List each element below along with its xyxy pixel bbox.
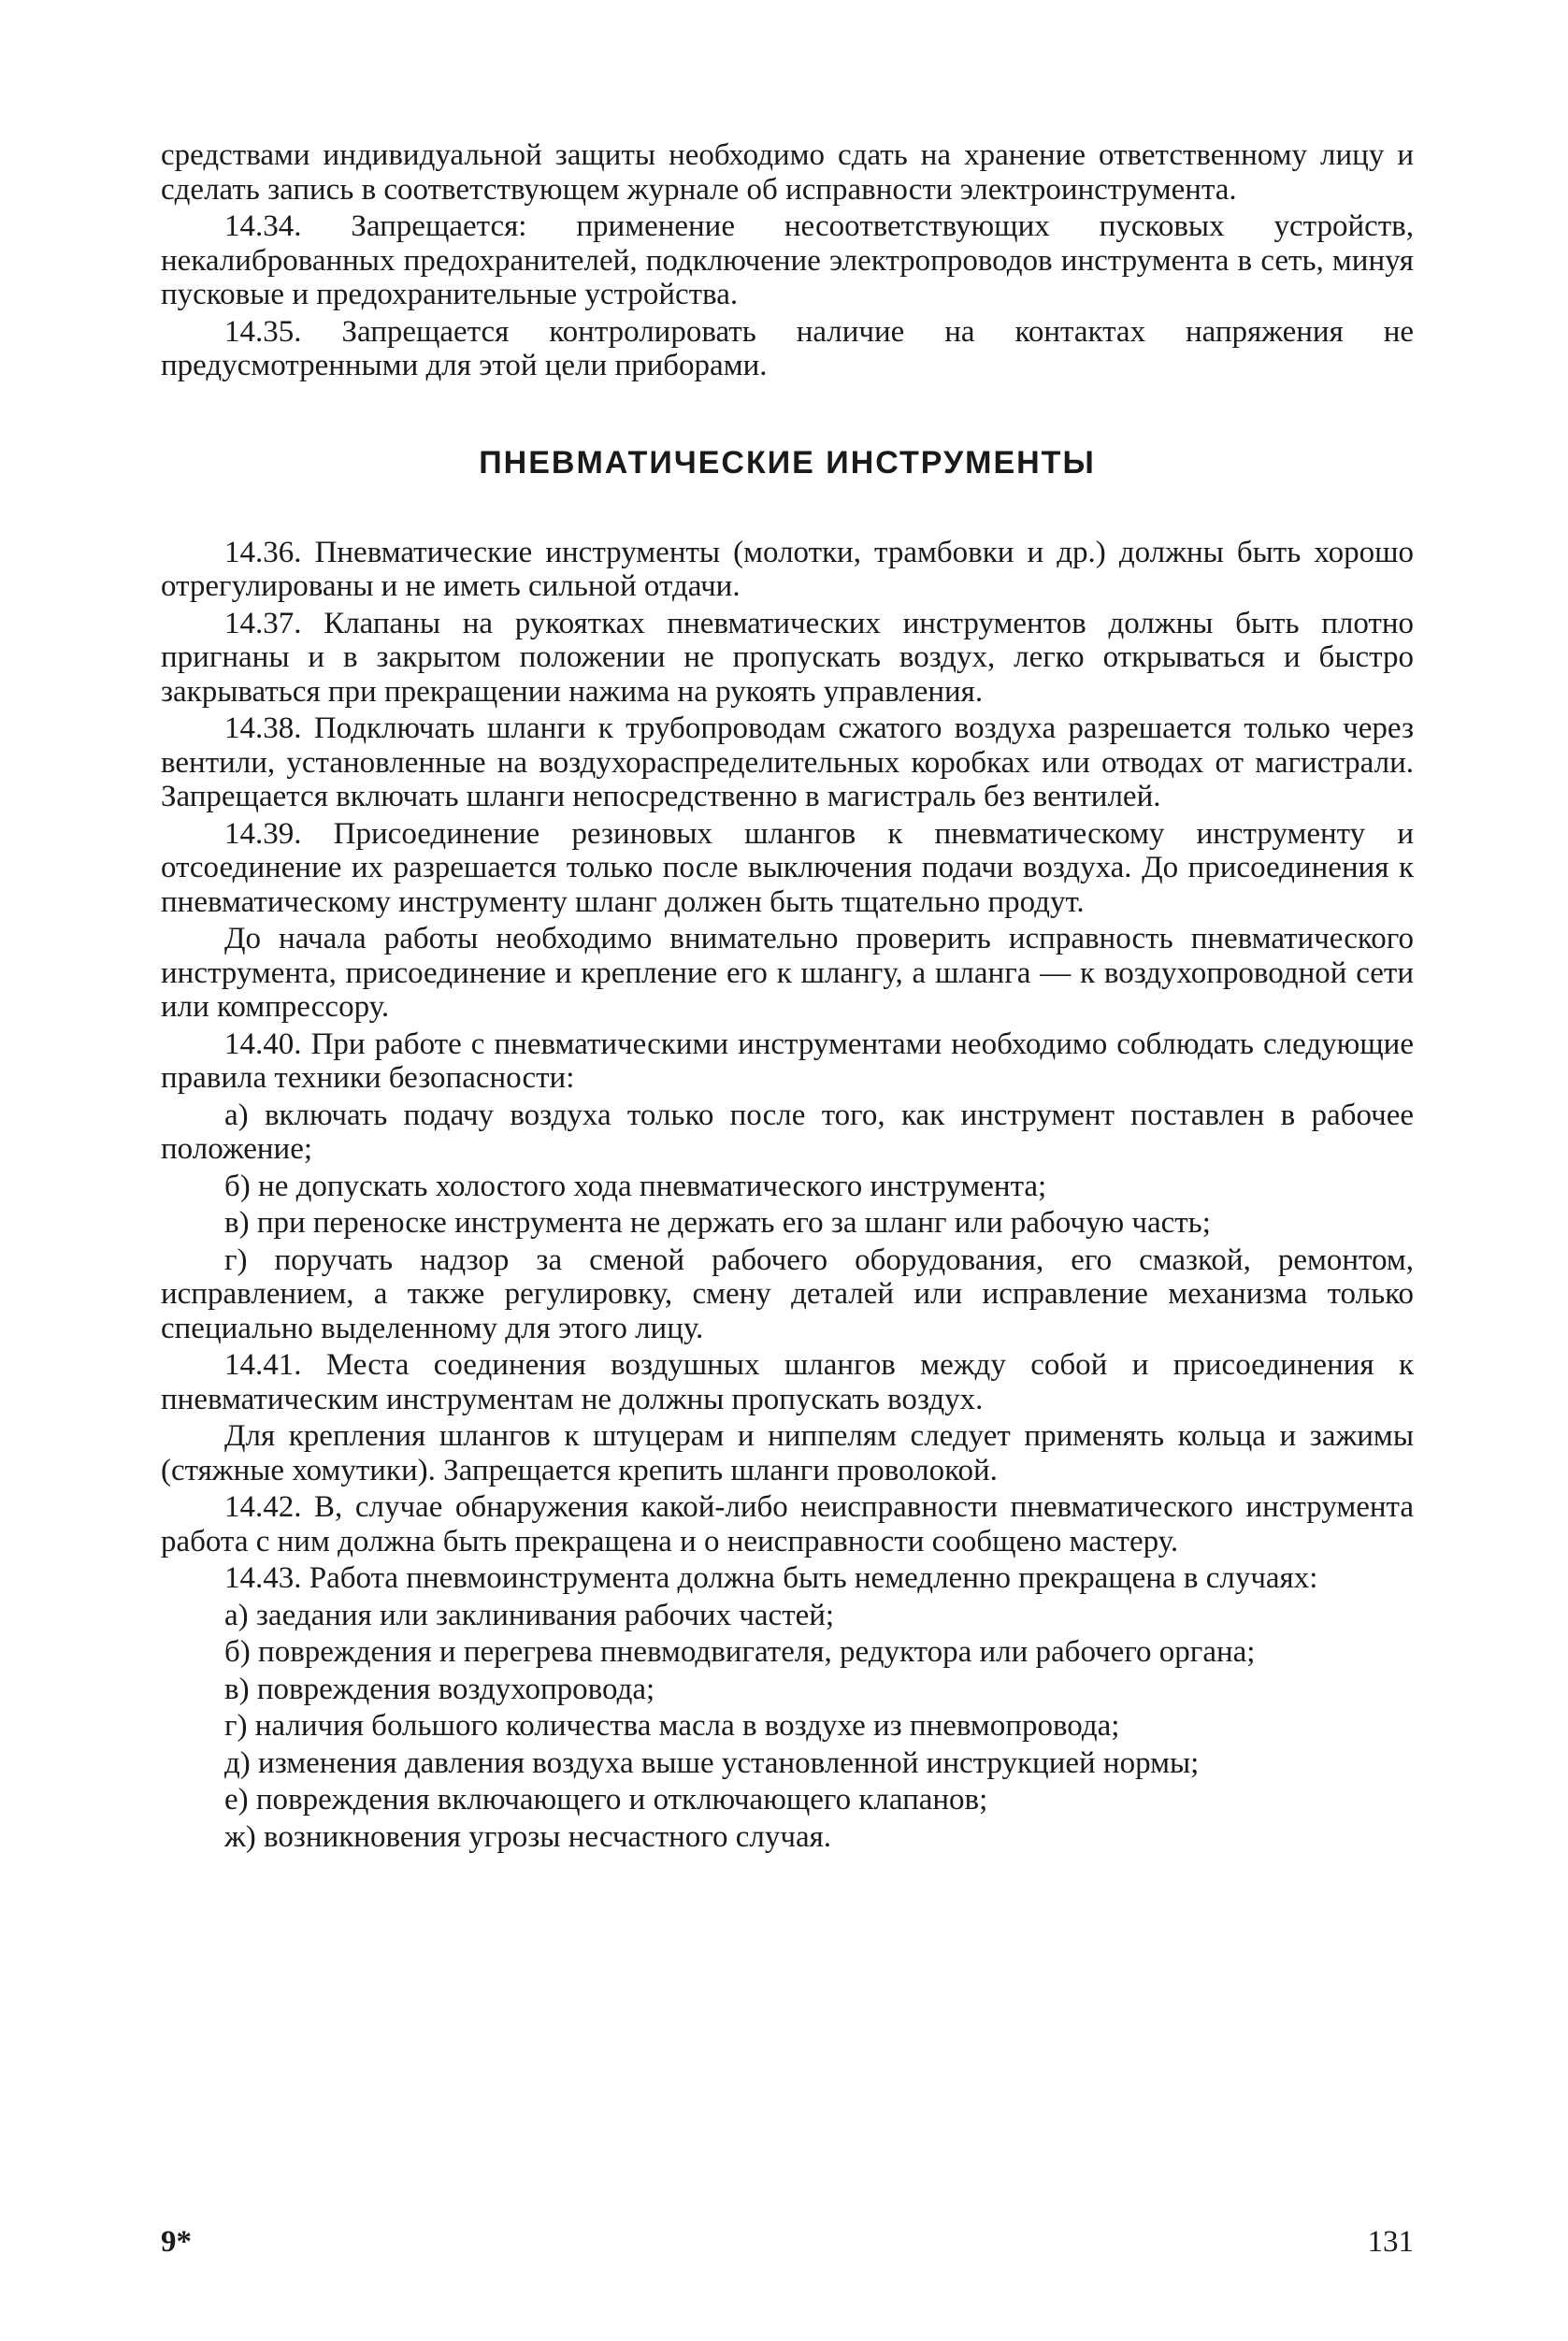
list-item: б) повреждения и перегрева пневмодвигателя, редуктора или рабочего органа; (224, 1635, 1256, 1669)
main-section (161, 536, 1414, 1855)
paragraph-14-43: 14.43. Работа пневмоинструмента должна быть немедленно прекращена в случаях: (224, 1561, 1318, 1595)
paragraph-14-42: 14.42. В, случае обнаружения какой-либо неисправности пневматического инструмента работа с ним должна быть прекращена и о неисправности сообщено мастеру. (161, 1490, 1414, 1558)
section-heading: ПНЕВМАТИЧЕСКИЕ ИНСТРУМЕНТЫ (479, 444, 1096, 481)
top-section (161, 138, 1414, 383)
paragraph-14-39: 14.39. Присоединение резиновых шлангов к пневматическому инструменту и отсоединение их разрешается только после выключения подачи воздуха. До присоединения к пневматическому инструменту шланг должен быть тщательно продут. (161, 816, 1414, 919)
paragraph-14-35: 14.35. Запрещается контролировать наличие на контактах напряжения не предусмотренными для этой цели приборами. (161, 314, 1414, 382)
list-item: б) не допускать холостого хода пневматического инструмента; (224, 1169, 1047, 1203)
list-item: ж) возникновения угрозы несчастного случая. (224, 1819, 832, 1854)
list-item: д) изменения давления воздуха выше установленной инструкцией нормы; (224, 1745, 1200, 1780)
list-item: а) заедания или заклинивания рабочих частей; (224, 1598, 835, 1632)
list-item: г) поручать надзор за сменой рабочего оборудования, его смазкой, ремонтом, исправлением, а также регулировку, смену деталей или исправление механизма только специально выделенному для этого лицу. (161, 1242, 1414, 1345)
paragraph: Для крепления шлангов к штуцерам и ниппелям следует применять кольца и зажимы (стяжные хомутики). Запрещается крепить шланги проволокой. (161, 1419, 1414, 1487)
paragraph-14-38: 14.38. Подключать шланги к трубопроводам сжатого воздуха разрешается только через вентили, установленные на воздухораспределительных коробках или отводах от магистрали. Запрещается включать шланги непосредственно в магистраль без вентилей. (161, 711, 1414, 813)
paragraph-14-34: 14.34. Запрещается: применение несоответствующих пусковых устройств, некалиброванных предохранителей, подключение электропроводов инструмента в сеть, минуя пусковые и предохранительные устройства. (161, 209, 1414, 311)
paragraph-14-37: 14.37. Клапаны на рукоятках пневматических инструментов должны быть плотно пригнаны и в закрытом положении не пропускать воздух, легко открываться и быстро закрываться при прекращении нажима на рукоять управления. (161, 606, 1414, 709)
paragraph-14-36: 14.36. Пневматические инструменты (молотки, трамбовки и др.) должны быть хорошо отрегулированы и не иметь сильной отдачи. (161, 535, 1414, 603)
page-number: 131 (1367, 2225, 1414, 2259)
paragraph-14-40: 14.40. При работе с пневматическими инструментами необходимо соблюдать следующие правила техники безопасности: (161, 1027, 1414, 1095)
list-item: в) при переноске инструмента не держать его за шланг или рабочую часть; (224, 1206, 1211, 1240)
list-item: а) включать подачу воздуха только после того, как инструмент поставлен в рабочее положение; (161, 1098, 1414, 1166)
list-item: е) повреждения включающего и отключающего клапанов; (224, 1783, 988, 1817)
list-item: в) повреждения воздухопровода; (224, 1672, 655, 1706)
signature-mark: 9* (161, 2225, 192, 2259)
paragraph-14-41: 14.41. Места соединения воздушных шлангов между собой и присоединения к пневматическим инструментам не должны пропускать воздух. (161, 1348, 1414, 1416)
list-item: г) наличия большого количества масла в воздухе из пневмопровода; (224, 1709, 1120, 1743)
paragraph: средствами индивидуальной защиты необходимо сдать на хранение ответственному лицу и сделать запись в соответствующем журнале об исправности электроинструмента. (161, 138, 1414, 207)
paragraph: До начала работы необходимо внимательно проверить исправность пневматического инструмента, присоединение и крепление его к шлангу, а шланга — к воздухопроводной сети или компрессору. (161, 922, 1414, 1024)
document-page (161, 138, 1414, 1857)
